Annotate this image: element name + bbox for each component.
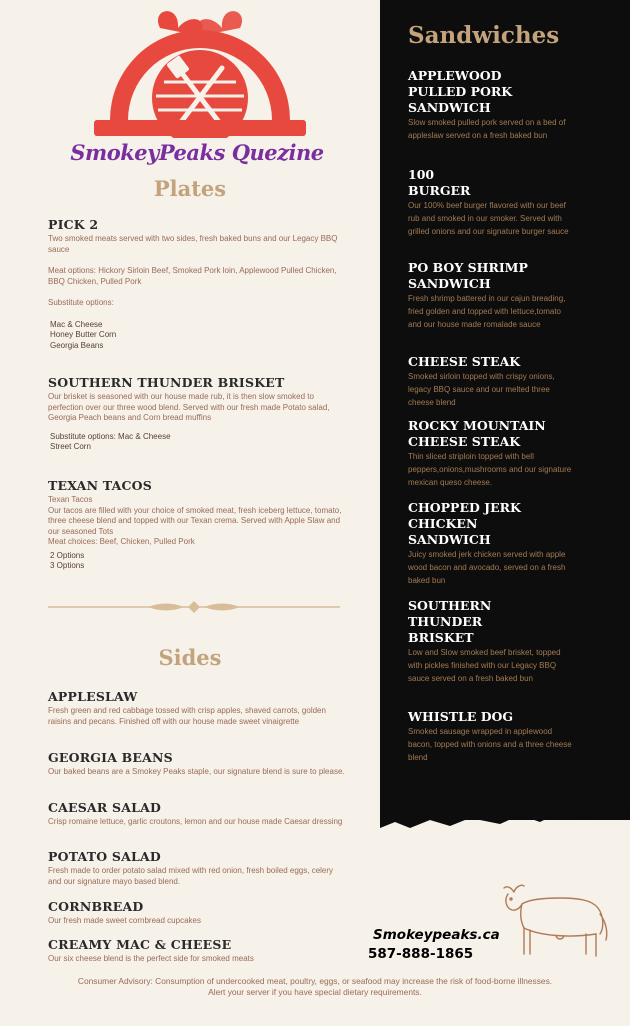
ornament-divider-icon [48,598,340,616]
substitute-option: Mac & Cheese [50,319,103,329]
item-desc: Our baked beans are a Smokey Peaks staple, our signature blend is sure to please. [48,767,345,776]
item-desc: Low and Slow smoked beef brisket, topped with pickles finished with our Legacy BBQ sauce served on a fresh baked bun [408,648,561,683]
item-name: CAESAR SALAD [48,800,162,815]
side-item [48,899,348,927]
sandwich-item [408,709,573,764]
item-line: Texan Tacos [48,495,93,504]
phone-number[interactable]: 587-888-1865 [368,946,474,962]
side-item [48,849,348,887]
item-choices: Meat choices: Beef, Chicken, Pulled Pork [48,537,195,546]
item-desc: Our fresh made sweet cornbread cupcakes [48,916,201,925]
grill-logo-icon [90,8,310,138]
sandwich-item [408,598,573,685]
taco-option: 2 Options [50,550,85,560]
item-name: PO BOY SHRIMP SANDWICH [408,260,528,291]
item-name: CREAMY MAC & CHEESE [48,937,232,952]
item-name: TEXAN TACOS [48,478,152,493]
item-desc: Our 100% beef burger flavored with our beef rub and smoked in our smoker. Served with grilled onions and our signature burger sauce [408,201,569,236]
item-name: APPLESLAW [48,689,138,704]
advisory-line: Alert your server if you have special dietary requirements. [208,987,422,997]
sides-title: Sides [158,645,222,670]
menu-item-pick-2 [48,217,348,351]
substitute-option: Substitute options: Mac & Cheese [50,431,171,441]
item-desc: Our tacos are filled with your choice of smoked meat, fresh iceberg lettuce, tomato, three cheese blend and topped with our Texan crema. Served with Apple Slaw and our seasoned Tots [48,505,342,536]
sandwich-item [408,418,573,489]
substitute-option: Honey Butter Corn [50,330,117,339]
item-name: ROCKY MOUNTAIN CHEESE STEAK [408,418,546,449]
item-desc: Juicy smoked jerk chicken served with apple wood bacon and avocado, served on a fresh baked bun [408,550,566,585]
consumer-advisory [20,976,610,998]
sandwich-item [408,354,573,409]
item-name: CHOPPED JERK CHICKEN SANDWICH [408,500,521,547]
item-desc: Fresh green and red cabbage tossed with crisp apples, shaved carrots, golden raisins and pecans. Finished off with our house made sweet vinaigrette [48,706,326,726]
item-desc: Our six cheese blend is the perfect side for smoked meats [48,954,254,963]
cow-icon [500,878,612,962]
item-desc: Our brisket is seasoned with our house made rub, it is then slow smoked to perfection over our three wood blend. Served with our fresh made Potato salad, Georgia Peach beans and Corn bread muffins [48,392,330,422]
item-name: POTATO SALAD [48,849,161,864]
side-item [48,689,348,727]
item-name: CORNBREAD [48,899,144,914]
item-name: CHEESE STEAK [408,354,521,369]
sandwich-item [408,68,573,143]
taco-option: 3 Options [50,561,85,570]
item-desc: Fresh made to order potato salad mixed with red onion, fresh boiled eggs, celery and our signature mayo based blend. [48,866,334,886]
item-desc: Crisp romaine lettuce, garlic croutons, lemon and our house made Caesar dressing [48,817,343,826]
sandwiches-title: Sandwiches [408,22,560,49]
item-options: Meat options: Hickory Sirloin Beef, Smoked Pork loin, Applewood Pulled Chicken, BBQ Chicken, Pulled Pork [48,266,337,286]
item-desc: Slow smoked pulled pork served on a bed of appleslaw served on a fresh baked bun [408,118,566,140]
item-substitute-label: Substitute options: [48,298,114,307]
side-item [48,937,348,965]
item-desc: Smoked sausage wrapped in applewood bacon, topped with onions and a three cheese blend [408,727,572,762]
item-name: SOUTHERN THUNDER BRISKET [48,375,285,390]
item-desc: Smoked sirloin topped with crispy onions, legacy BBQ sauce and our melted three cheese blend [408,372,555,407]
item-desc: Fresh shrimp battered in our cajun breading, fried golden and topped with lettuce,tomato and our house made romalade sauce [408,294,566,329]
sandwich-item [408,167,573,238]
item-desc: Thin sliced striploin topped with bell peppers,onions,mushrooms and our signature mexican queso cheese. [408,452,572,487]
item-desc: Two smoked meats served with two sides, fresh baked buns and our Legacy BBQ sauce [48,234,338,254]
website-link[interactable]: Smokeypeaks.ca [373,927,500,943]
sandwich-item [408,500,573,587]
item-name: WHISTLE DOG [408,709,514,724]
item-name: PICK 2 [48,217,99,232]
item-name: APPLEWOOD PULLED PORK SANDWICH [408,68,513,115]
item-name: 100 BURGER [408,167,471,198]
plates-title: Plates [153,176,227,201]
menu-item-southern-thunder-brisket [48,375,348,453]
item-name: SOUTHERN THUNDER BRISKET [408,598,492,645]
menu-item-texan-tacos [48,478,348,572]
advisory-line: Consumer Advisory: Consumption of undercooked meat, poultry, eggs, or seafood may increase the risk of food-borne illnesses. [77,976,553,986]
substitute-option: Street Corn [50,442,91,451]
sandwich-item [408,260,573,331]
brush-edge [0,760,630,830]
brand-name: SmokeyPeaks Quezine [70,140,324,165]
item-name: GEORGIA BEANS [48,750,173,765]
substitute-option: Georgia Beans [50,340,104,350]
